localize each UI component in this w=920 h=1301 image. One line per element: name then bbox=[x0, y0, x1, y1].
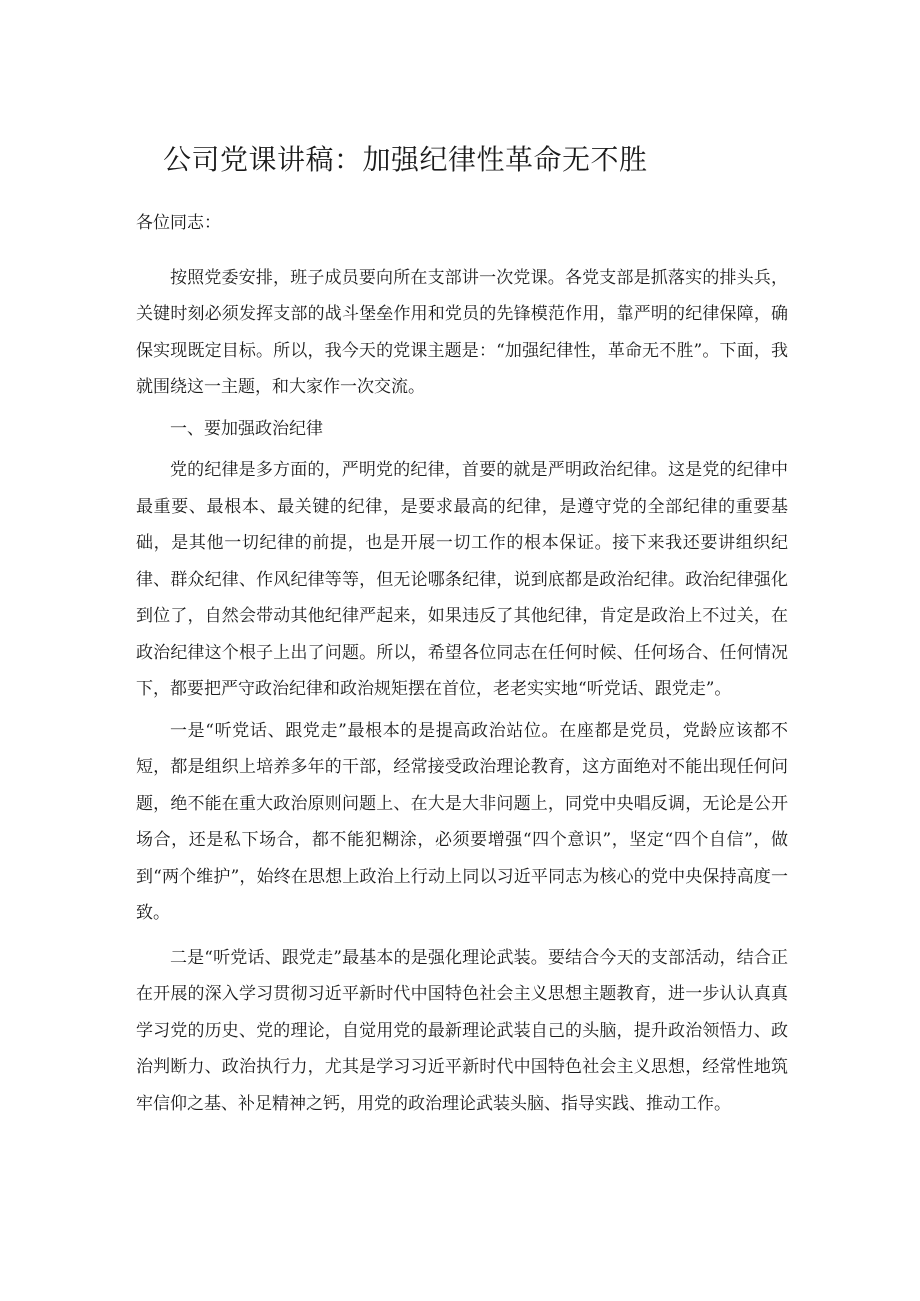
section-heading-1: 一、要加强政治纪律 bbox=[170, 418, 323, 439]
document-body bbox=[136, 205, 788, 1122]
paragraph-political-discipline: 党的纪律是多方面的，严明党的纪律，首要的就是严明政治纪律。这是党的纪律中最重要、最根本、最关键的纪律，是要求最高的纪律，是遵守党的全部纪律的重要基础，是其他一切纪律的前提，也是开展一切工作的根本保证。接下来我还要讲组织纪律、群众纪律、作风纪律等等，但无论哪条纪律，说到底都是政治纪律。政治纪律强化到位了，自然会带动其他纪律严起来，如果违反了其他纪律，肯定是政治上不过关，在政治纪律这个根子上出了问题。所以，希望各位同志在任何时候、任何场合、任何情况下，都要把严守政治纪律和政治规矩摆在首位，老老实实地“听党话、跟党走”。 bbox=[136, 460, 788, 699]
paragraph-intro: 按照党委安排，班子成员要向所在支部讲一次党课。各党支部是抓落实的排头兵，关键时刻必须发挥支部的战斗堡垒作用和党员的先锋模范作用，靠严明的纪律保障，确保实现既定目标。所以，我今天的党课主题是：“加强纪律性，革命无不胜”。下面，我就围绕这一主题，和大家作一次交流。 bbox=[136, 267, 788, 397]
document-title: 公司党课讲稿：加强纪律性革命无不胜 bbox=[163, 143, 648, 176]
paragraph-point-two: 二是“听党话、跟党走”最基本的是强化理论武装。要结合今天的支部活动，结合正在开展的深入学习贯彻习近平新时代中国特色社会主义思想主题教育，进一步认认真真学习党的历史、党的理论，自觉用党的最新理论武装自己的头脑，提升政治领悟力、政治判断力、政治执行力，尤其是学习习近平新时代中国特色社会主义思想，经常性地筑牢信仰之基、补足精神之钙，用党的政治理论武装头脑、指导实践、推动工作。 bbox=[136, 947, 788, 1114]
paragraph-point-one: 一是“听党话、跟党走”最根本的是提高政治站位。在座都是党员，党龄应该都不短，都是组织上培养多年的干部，经常接受政治理论教育，这方面绝对不能出现任何问题，绝不能在重大政治原则问题上、在大是大非问题上，同党中央唱反调，无论是公开场合，还是私下场合，都不能犯糊涂，必须要增强“四个意识”，坚定“四个自信”，做到“两个维护”，始终在思想上政治上行动上同以习近平同志为核心的党中央保持高度一致。 bbox=[136, 720, 788, 923]
salutation: 各位同志： bbox=[136, 213, 221, 233]
